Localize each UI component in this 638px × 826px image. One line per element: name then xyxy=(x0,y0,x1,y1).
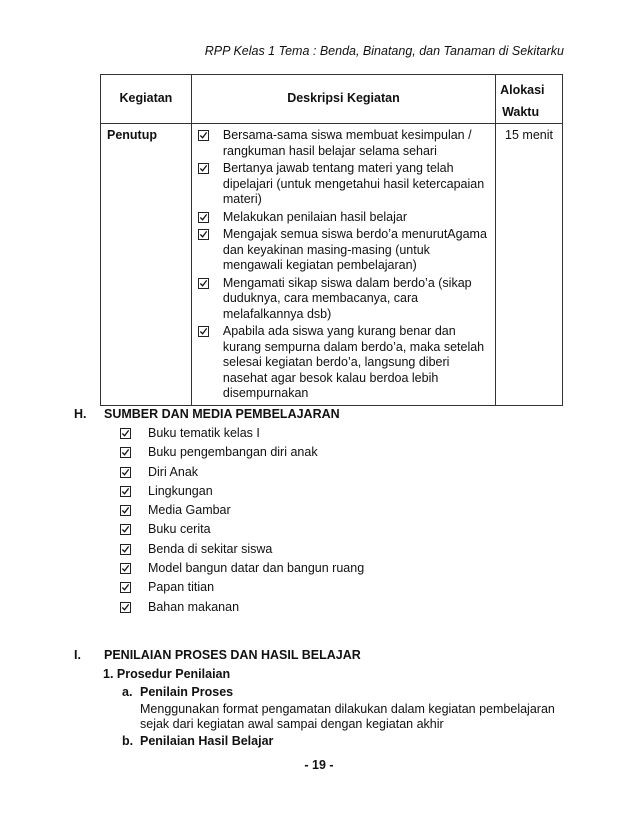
page-number: - 19 - xyxy=(304,758,334,772)
subheading-letter: a. xyxy=(122,685,133,699)
list-item-text: Lingkungan xyxy=(148,483,213,498)
checkbox-icon xyxy=(120,467,131,478)
list-item-text: Bahan makanan xyxy=(148,599,240,614)
checkbox-icon xyxy=(198,212,209,223)
list-item-text: Bertanya jawab tentang materi yang telah dipelajari (untuk mengetahui hasil ketercapaian materi) xyxy=(222,161,485,206)
list-item xyxy=(120,484,364,503)
checkbox-icon xyxy=(198,130,209,141)
subheading-hasil-title: Penilaian Hasil Belajar xyxy=(140,734,274,748)
list-item xyxy=(120,522,364,541)
cell-waktu: 15 menit xyxy=(496,124,563,406)
checkbox-icon xyxy=(120,447,131,458)
paragraph-proses: Menggunakan format pengamatan dilakukan dalam kegiatan pembelajaran sejak dari kegiatan awal sampai dengan kegiatan akhir xyxy=(140,702,555,731)
list-item-text: Buku tematik kelas I xyxy=(148,426,260,440)
list-item xyxy=(198,276,489,323)
cell-deskripsi xyxy=(191,124,495,406)
activity-table xyxy=(100,74,563,406)
header-deskripsi: Deskripsi Kegiatan xyxy=(191,75,495,124)
media-list xyxy=(120,426,364,619)
list-item-text: Buku cerita xyxy=(148,522,211,537)
list-item xyxy=(198,210,489,226)
checkbox-icon xyxy=(120,582,131,593)
checkbox-icon xyxy=(120,524,131,535)
list-item xyxy=(198,324,489,402)
checkbox-icon xyxy=(120,428,131,439)
list-item-text: Papan titian xyxy=(148,580,215,595)
checkbox-icon xyxy=(198,326,209,337)
list-item xyxy=(198,161,489,208)
table-header-row xyxy=(101,75,563,124)
list-item xyxy=(120,445,364,464)
checkbox-icon xyxy=(198,229,209,240)
checkbox-icon xyxy=(120,486,131,497)
list-item-text: Melakukan penilaian hasil belajar xyxy=(222,209,408,224)
list-item-text: Apabila ada siswa yang kurang benar dan kurang sempurna dalam berdo’a, maka setelah selesai kegiatan berdo’a, langsung diberi nasehat agar besok kalau berdoa lebih disempurnakan xyxy=(222,324,485,400)
subheading-letter: b. xyxy=(122,734,134,748)
list-item xyxy=(198,227,489,274)
header-alokasi-line1: Alokasi xyxy=(500,83,545,97)
list-item xyxy=(120,542,364,561)
header-alokasi-line2: Waktu xyxy=(502,105,540,119)
list-item-text: Mengajak semua siswa berdo’a menurutAgama dan keyakinan masing-masing (untuk mengawali kegiatan pembelajaran) xyxy=(222,227,487,272)
list-item xyxy=(120,465,364,484)
table-row xyxy=(101,124,563,406)
list-item xyxy=(120,600,364,619)
checkbox-icon xyxy=(198,163,209,174)
subheading-hasil xyxy=(122,734,273,748)
list-item xyxy=(198,128,489,159)
checkbox-icon xyxy=(120,563,131,574)
header-alokasi xyxy=(496,75,563,124)
cell-kegiatan: Penutup xyxy=(101,124,192,406)
list-item-text: Benda di sekitar siswa xyxy=(148,541,273,556)
list-item xyxy=(120,426,364,445)
section-i-number: I. xyxy=(74,648,81,662)
list-item xyxy=(120,580,364,599)
page-header: RPP Kelas 1 Tema : Benda, Binatang, dan Tanaman di Sekitarku xyxy=(204,44,564,58)
checkbox-icon xyxy=(120,544,131,555)
subheading-prosedur: 1. Prosedur Penilaian xyxy=(103,667,231,681)
list-item-text: Bersama-sama siswa membuat kesimpulan / rangkuman hasil belajar selama sehari xyxy=(222,128,472,158)
section-i-heading xyxy=(74,648,361,662)
list-item-text: Mengamati sikap siswa dalam berdo’a (sikap duduknya, cara membacanya, cara melafalkannya dsb) xyxy=(222,275,472,321)
list-item-text: Diri Anak xyxy=(148,464,199,479)
header-kegiatan: Kegiatan xyxy=(101,75,192,124)
subheading-proses xyxy=(122,685,233,699)
section-h-title: SUMBER DAN MEDIA PEMBELAJARAN xyxy=(104,407,340,421)
checkbox-icon xyxy=(120,602,131,613)
list-item xyxy=(120,561,364,580)
section-i-title: PENILAIAN PROSES DAN HASIL BELAJAR xyxy=(104,648,361,662)
subheading-proses-title: Penilain Proses xyxy=(140,685,234,699)
section-h-heading xyxy=(74,407,340,421)
section-h-number: H. xyxy=(74,407,87,421)
list-item-text: Media Gambar xyxy=(148,503,231,518)
checkbox-icon xyxy=(120,505,131,516)
list-item xyxy=(120,503,364,522)
checkbox-icon xyxy=(198,278,209,289)
list-item-text: Model bangun datar dan bangun ruang xyxy=(148,561,365,576)
list-item-text: Buku pengembangan diri anak xyxy=(148,445,318,460)
